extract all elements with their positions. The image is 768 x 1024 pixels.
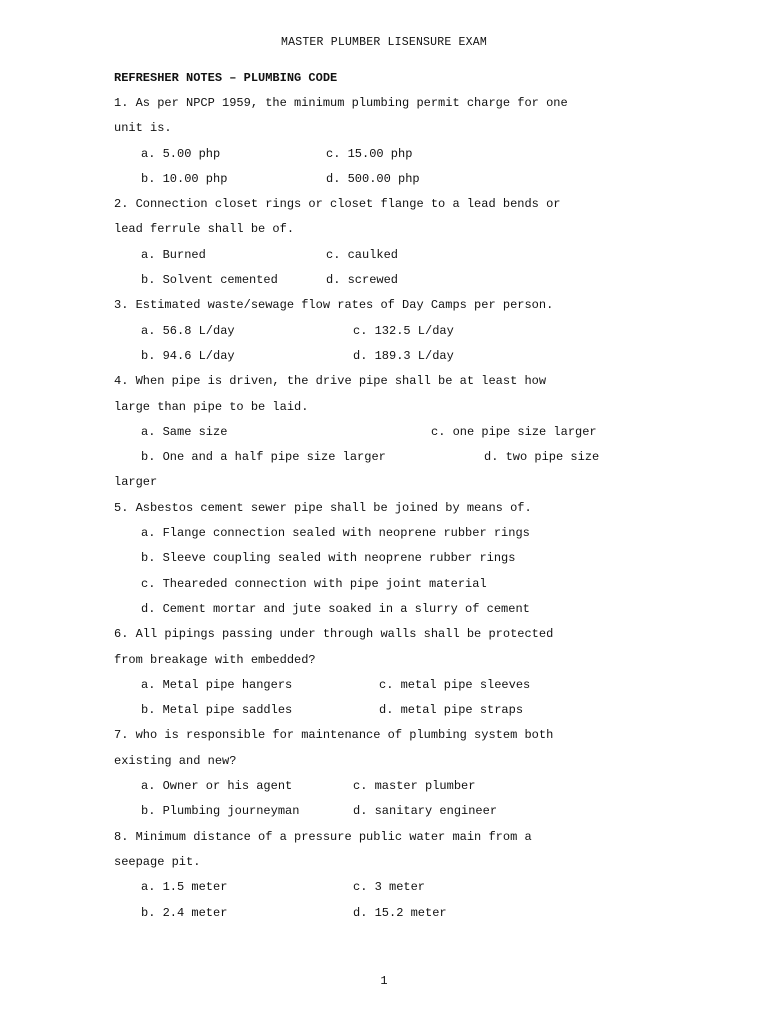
option-a: a. 56.8 L/day — [141, 323, 235, 338]
option-a: a. Owner or his agent — [141, 779, 293, 794]
question-text: unit is. — [114, 121, 172, 136]
option-c: c. 15.00 php — [326, 146, 413, 161]
content — [114, 66, 644, 926]
option-a: a. 5.00 php — [141, 146, 221, 161]
option-c: c. metal pipe sleeves — [379, 677, 531, 692]
question-text: 1. As per NPCP 1959, the minimum plumbing permit charge for one — [114, 96, 568, 110]
option-d: d. 500.00 php — [326, 171, 420, 186]
option-b: b. Solvent cemented — [141, 273, 278, 288]
option-a: a. Flange connection sealed with neoprene rubber rings — [141, 526, 530, 541]
option-a: a. Burned — [141, 247, 206, 262]
question-text: 8. Minimum distance of a pressure public water main from a — [114, 829, 532, 844]
question-1 — [114, 91, 644, 192]
option-d: d. 15.2 meter — [353, 905, 447, 920]
question-text: existing and new? — [114, 753, 237, 768]
question-3 — [114, 293, 644, 369]
option-b: b. Plumbing journeyman — [141, 804, 300, 819]
question-6 — [114, 622, 644, 723]
option-b: b. Sleeve coupling sealed with neoprene rubber rings — [141, 551, 516, 566]
option-b: b. 2.4 meter — [141, 905, 228, 920]
option-b: b. 10.00 php — [141, 171, 228, 186]
option-continuation: larger — [114, 475, 158, 490]
option-a: a. Same size — [141, 424, 228, 439]
question-text: from breakage with embedded? — [114, 652, 316, 667]
question-text: lead ferrule shall be of. — [114, 222, 295, 237]
option-d: d. Cement mortar and jute soaked in a slurry of cement — [141, 601, 530, 616]
question-text: large than pipe to be laid. — [114, 399, 309, 414]
option-d: d. sanitary engineer — [353, 804, 498, 819]
question-text: 6. All pipings passing under through walls shall be protected — [114, 627, 554, 642]
question-text: seepage pit. — [114, 854, 201, 869]
question-8 — [114, 825, 644, 926]
option-c: c. one pipe size larger — [431, 424, 597, 439]
option-c: c. Theareded connection with pipe joint material — [141, 576, 487, 591]
option-b: b. Metal pipe saddles — [141, 703, 293, 718]
section-title: REFRESHER NOTES – PLUMBING CODE — [114, 71, 338, 85]
question-2 — [114, 192, 644, 293]
page-header: MASTER PLUMBER LISENSURE EXAM — [281, 36, 487, 49]
option-b: b. 94.6 L/day — [141, 348, 235, 363]
question-7 — [114, 723, 644, 824]
option-a: a. Metal pipe hangers — [141, 677, 293, 692]
option-c: c. 3 meter — [353, 880, 426, 895]
option-c: c. caulked — [326, 247, 399, 262]
question-text: 5. Asbestos cement sewer pipe shall be joined by means of. — [114, 500, 532, 515]
question-text: 3. Estimated waste/sewage flow rates of Day Camps per person. — [114, 298, 554, 313]
option-a: a. 1.5 meter — [141, 880, 228, 895]
page-number: 1 — [380, 974, 388, 988]
question-text: 4. When pipe is driven, the drive pipe shall be at least how — [114, 374, 547, 389]
option-d: d. screwed — [326, 273, 399, 288]
question-text: 2. Connection closet rings or closet flange to a lead bends or — [114, 197, 561, 212]
option-d: d. metal pipe straps — [379, 703, 524, 718]
option-c: c. master plumber — [353, 779, 476, 794]
question-5 — [114, 496, 644, 622]
option-d: d. two pipe size — [484, 450, 600, 465]
question-4 — [114, 369, 644, 495]
question-text: 7. who is responsible for maintenance of plumbing system both — [114, 728, 554, 743]
option-c: c. 132.5 L/day — [353, 323, 454, 338]
option-b: b. One and a half pipe size larger — [141, 450, 386, 465]
option-d: d. 189.3 L/day — [353, 348, 454, 363]
